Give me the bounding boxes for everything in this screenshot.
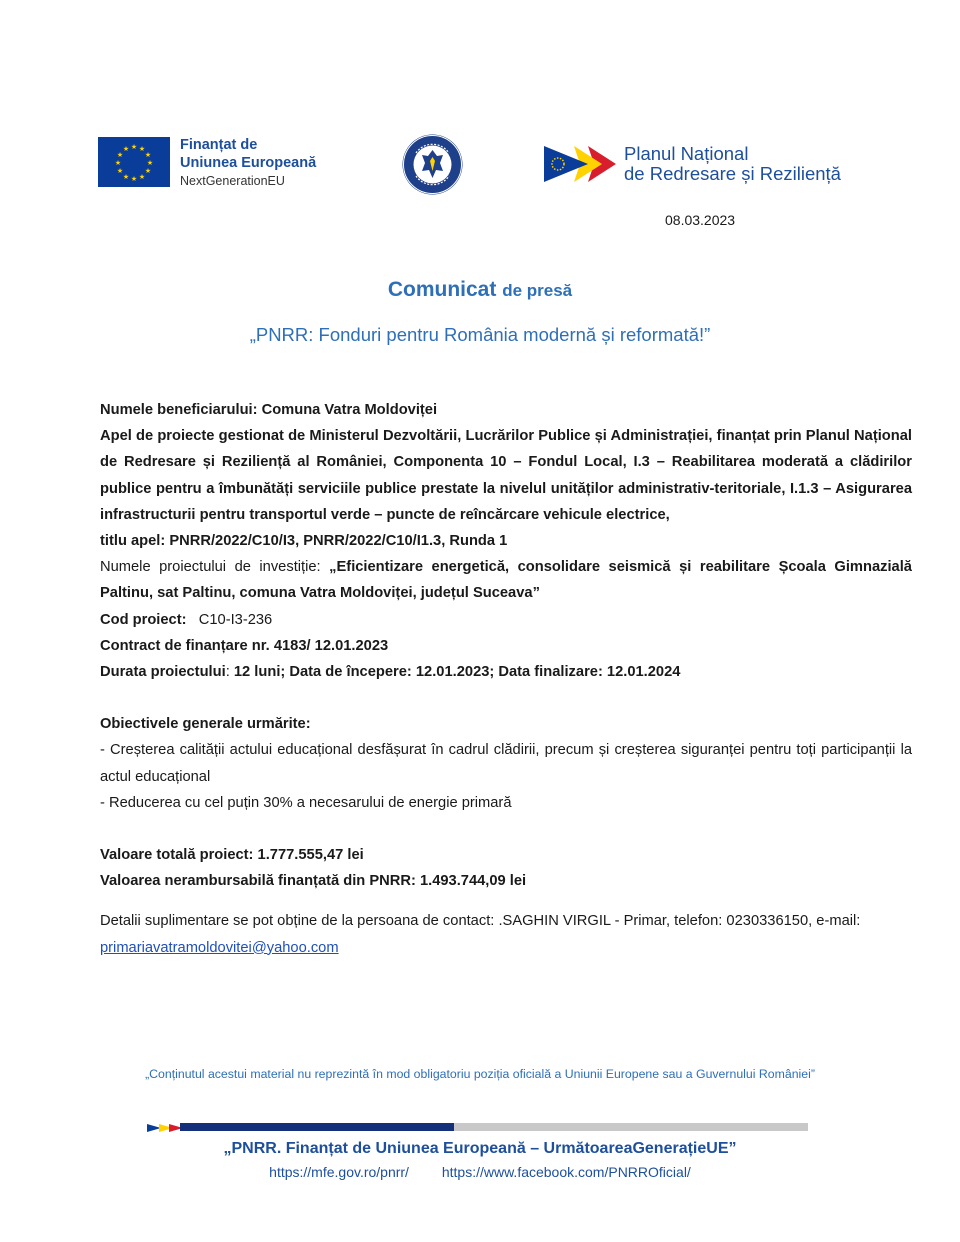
svg-text:★: ★ [122,145,130,153]
svg-text:★: ★ [138,173,146,181]
footer-link-mfe[interactable]: https://mfe.gov.ro/pnrr/ [269,1164,409,1180]
beneficiary: Numele beneficiarului: Comuna Vatra Moldoviței [100,402,438,418]
project-code [100,607,912,633]
title-small: de presă [502,281,573,300]
project-name-value: „Eficientizare energetică, consolidare seismică și reabilitare Școala Gimnazială Paltinu, sat Paltinu, comuna Vatra Moldoviței, județul Suceava” [100,559,912,602]
duration-value: 12 luni; Data de începere: 12.01.2023; Data finalizare: 12.01.2024 [233,664,681,681]
pnrr-label [624,144,841,184]
title-main: Comunicat [387,278,497,301]
press-release-body [100,397,912,961]
duration-sep: : [225,664,230,681]
project-label: Numele proiectului de investiție: [100,559,321,576]
footer-bar-blue [180,1123,454,1131]
pnrr-arrow-icon [544,142,616,186]
footer-arrow-icon [147,1121,183,1131]
call-description: Apel de proiecte gestionat de Ministerul Dezvoltării, Lucrărilor Publice și Administrației, finanțat prin Planul Național de Redresare și Reziliență al României, Componenta 10 – Fondul Local, I.3 – Reabilitarea moderată a clădirilor publice pentru a îmbunătăți serviciile publice prestate la nivelul unităților administrativ-teritoriale, I.1.3 – Asigurarea infrastructurii pentru transportul verde – puncte de reîncărcare vehicule electrice, [100,428,912,523]
pnrr-line2: de Redresare și Reziliență [624,163,841,184]
eu-flag-icon [98,137,170,187]
objective-item: - Reducerea cu cel puțin 30% a necesarului de energie primară [100,794,512,811]
contact-email-link[interactable]: primariavatramoldovitei@yahoo.com [100,939,339,956]
contact-intro: Detalii suplimentare se pot obține de la persoana de contact: .SAGHIN VIRGIL - Primar, telefon: 0230336150, e-mail: [100,913,861,930]
grant-value: Valoarea nerambursabilă finanțată din PNRR: 1.493.744,09 lei [100,873,527,890]
svg-text:★: ★ [130,175,138,183]
code-label: Cod proiect: [100,611,187,628]
svg-text:★: ★ [114,159,122,167]
contact-details [100,908,912,960]
press-release-date: 08.03.2023 [665,212,736,228]
page-subtitle: „PNRR: Fonduri pentru România modernă și reformată!” [249,324,711,345]
footer-bar-gray [454,1123,808,1131]
project-name [100,554,912,606]
svg-text:★: ★ [116,151,124,159]
svg-text:★: ★ [144,167,152,175]
disclaimer: „Conținutul acestui material nu reprezintă în mod obligatoriu poziția oficială a Uniunii Europene sau a Guvernului României” [145,1067,815,1081]
spacer [100,816,912,842]
eu-funding-label [180,136,316,190]
eu-line2: Uniunea Europeană [180,155,317,171]
eu-line1: Finanțat de [180,137,258,153]
footer-link-facebook[interactable]: https://www.facebook.com/PNRROficial/ [441,1164,691,1180]
eu-line3: NextGenerationEU [180,174,285,188]
pnrr-line1: Planul Național [624,143,749,164]
spacer [100,685,912,711]
call-title: titlu apel: PNRR/2022/C10/I3, PNRR/2022/C10/I1.3, Runda 1 [100,533,508,550]
svg-text:★: ★ [144,151,152,159]
total-value: Valoare totală proiect: 1.777.555,47 lei [100,847,364,864]
svg-text:★: ★ [138,145,146,153]
footer-title: „PNRR. Finanțat de Uniunea Europeană – UrmătoareaGenerațieUE” [223,1140,737,1157]
code-value: C10-I3-236 [198,611,273,628]
svg-text:★: ★ [130,143,138,151]
svg-text:★: ★ [146,159,154,167]
svg-text:★: ★ [116,167,124,175]
project-duration [100,659,912,685]
spacer [100,894,912,908]
government-seal-icon [401,133,464,196]
objective-item: - Creșterea calității actului educațional desfășurat în cadrul clădirii, precum și creșterea siguranței pentru toți participanții la actul educațional [100,742,912,785]
contract-number: Contract de finanțare nr. 4183/ 12.01.2023 [100,637,389,654]
page-title [0,278,960,302]
svg-text:★: ★ [122,173,130,181]
duration-label: Durata proiectului [100,664,226,681]
objectives-heading: Obiectivele generale urmărite: [100,716,311,733]
footer-links [0,1164,960,1180]
